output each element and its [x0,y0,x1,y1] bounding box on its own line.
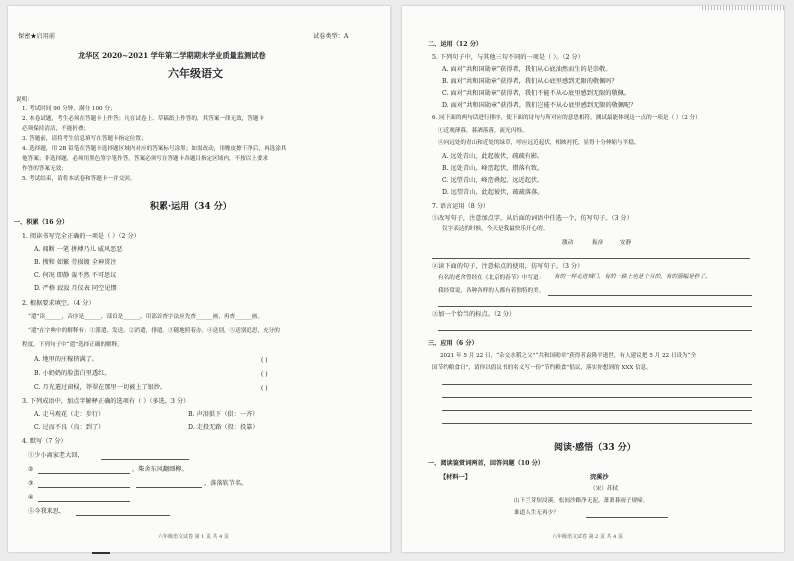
answer-line[interactable] [442,397,752,398]
question-5: 5. 下列句子中，与其他三句不同的一项是（ ）。（2 分） [432,54,584,61]
q1-option: B. 搜和 如繁 劳损镀 全神贯注 [34,259,117,266]
q2-line: “遣”读______，音序是______，部首是______，用部首查字法应先查______画，再查______画。 [28,314,264,320]
answer-line[interactable] [438,330,752,331]
answer-line[interactable] [438,306,752,307]
q6-option: D. 远望青山，此起彼伏，疏疏落落。 [442,189,544,196]
note-line: 作答的答案无效； [22,166,67,172]
q1-option: A. 闻断 一笔 拼搏乃儿 威风恶恶 [34,246,123,253]
poem-line: 山下兰芽短浸溪，松间沙路净无泥。萧萧暮雨子规啼。 [514,498,649,504]
fill-blank[interactable] [76,515,170,516]
q7b-example: 有名的老舍曾经在《北京的春节》中写道： [438,275,545,281]
note-line: 必须保持清洁，不能折叠； [22,126,90,132]
word-choice: 激动 [562,240,574,246]
q1-option: D. 严格 寂寂 月仪表 同空见惯 [34,285,117,292]
page-footer: 六年级语文试卷 第 1 页 共 4 页 [158,534,229,540]
question-1: 1. 阅读书写完全正确的一项是（ ）（2 分） [22,233,140,240]
answer-line[interactable] [548,295,752,296]
exam-subtitle: 六年级语文 [168,67,223,80]
q5-option: B. 面对“共和国勋章”获得者，我们从心底里感到无限的敬佩吗？ [442,78,618,85]
q6-option: C. 远望青山，峰峦叠起，远近起伏。 [442,177,544,184]
q2-line: 程度。下列句子中“遣”选择正确的解释。 [22,342,123,348]
app-text: 2021 年 5 月 22 日，“杂交水稻之父”“共和国勋章”获得者袁隆平逝世，有人建议把 5 月 22 日设为“全 [440,353,697,359]
exam-type-label: 试卷类型：A [313,33,349,40]
answer-line[interactable] [442,423,752,424]
note-line: 5. 考试结束，请将本试卷和答题卡一并交回。 [22,176,136,182]
answer-line[interactable] [442,410,752,411]
question-3: 3. 下列成语中，加点字解释正确的选项有（ ）（多选，3 分） [22,398,190,405]
notes-label: 说明： [16,97,33,103]
answer-blank[interactable]: ( ) [261,371,268,378]
note-line: 2. 本卷试题，考生必须在答题卡上作答；凡在试卷上、草稿纸上作答的，其答案一律无效，答题卡 [22,116,265,122]
q1-option: C. 何况 即静 轰不然 不可思议 [34,272,117,279]
q3-option: B. 声泪俱下（俱：一齐） [188,411,259,418]
q2-item: C. 月光遣过窗棂，莽翠在那里一切被上了银纱。 [34,384,167,391]
page-edge [390,6,392,552]
question-7: 7. 语言运用（8 分） [432,203,490,210]
q5-option: C. 面对“共和国勋章”获得者，我们不能不从心底里感到无限的敬佩。 [442,90,631,97]
answer-blank[interactable]: ( ) [261,385,268,392]
poem-author: （宋）苏轼 [590,486,618,492]
note-line: 1. 考试时间 90 分钟，满分 100 分； [22,106,116,112]
part1-heading: 一、积累（16 分） [14,219,69,226]
scan-border [702,6,784,10]
q7a-example: 仅字表达的时候，今天是我最快乐开心的。 [442,226,549,232]
fill-blank[interactable] [38,473,130,474]
section-title-accumulation: 积累·运用（34 分） [150,202,232,212]
handwritten-text: 有的一样走进城门，有的一路上也是个月的，有的画幅是秒了。 [554,274,711,280]
poem-line: 谁道人生无再少？ [514,510,559,516]
part3-heading: 三、应用（6 分） [428,340,478,347]
confidential-label: 保密★启用前 [18,33,56,40]
q7a-prompt: ①改写句子，注意加点字，从后面的词语中任选一个，仿写句子。（3 分） [432,215,633,222]
fill-blank[interactable] [38,487,130,488]
q7b-prompt: ②读下面的句子，注意标点的使用，仿写句子。（3 分） [432,263,584,270]
part2-heading: 二、运用（12 分） [428,41,483,48]
q6-option: B. 远处青山，峰峦起伏，错落有致。 [442,165,544,172]
material-label: 【材料一】 [440,474,471,481]
q7b-line: 我经常说，各种各样的人都有着独特的美。 [438,288,545,294]
question-6: 6. 同下面的两句话进行排序，使下面的诗句与所对应的意思相符，测试最能体现这一点的一项是（ ）（2 分） [432,115,701,121]
exam-page-left [8,6,390,552]
q6-line: ①近观薄暮，暮洒落落，流光闪烁。 [438,128,528,134]
q2-item: B. 小奶奶的脸蛋白里透红。 [34,370,111,377]
q2-line: “遣”在字典中的解释有：①派遣，发送。②消遣，排遣。③随地照着办。④送别，⑤送别追思，充分的 [28,328,280,334]
word-choice: 安静 [620,240,632,246]
scan-mark [92,552,110,554]
q4-item: ③ [28,480,34,487]
section-title-reading: 阅读·感悟（33 分） [554,443,636,453]
answer-line[interactable] [442,384,752,385]
part4-heading: 一、阅读鉴赏词两首，回答问题（10 分） [428,460,544,467]
q5-option: A. 面对“共和国勋章”获得者，我们从心底油然而生的是崇敬。 [442,66,612,73]
exam-title: 龙华区 2020~2021 学年第二学期期末学业质量监测试卷 [78,51,266,60]
fill-blank[interactable] [38,501,130,502]
q4-item: ①少小离家老大回， [28,452,84,459]
q4-fill: ，柴舍东风翻细柳。 [132,466,188,473]
q2-item: A. 地里的庄稼挤满了。 [34,356,99,363]
exam-page-right [402,6,784,552]
answer-line[interactable] [432,258,750,259]
answer-blank[interactable]: ( ) [261,357,268,364]
word-choice: 振奋 [592,240,604,246]
q3-option: A. 走马观花（走：步行） [34,411,105,418]
fill-blank[interactable] [136,487,202,488]
question-2: 2. 根据要求填空。（4 分） [22,300,95,307]
fill-blank[interactable] [586,517,668,518]
q5-option: D. 面对“共和国勋章”获得者，我们岂能不从心底里感到无限的敬佩呢？ [442,102,637,109]
q6-line: ④向远处的青山和近处的绿草，呼应远近起伏，相映衬托，显得十分伸缩与平稳。 [438,140,640,146]
poem-title: 浣溪沙 [590,474,609,481]
fill-blank[interactable] [101,459,189,460]
q3-option: D. 走投无路（投：投靠） [188,424,259,431]
q4-item: ④ [28,494,34,501]
note-line: 他答案；非选择题，必须用黑色签字笔作答，答案必须写在答题卡各题目指定区域内，不按以上要求 [22,156,269,162]
note-line: 4. 选择题，用 2B 铅笔在答题卡选择题区域内对应的答案标号涂黑；如需改动，用橡皮擦干净后，再选涂其 [22,146,287,152]
q7c-prompt: ③加一个恰当的标点。（2 分） [432,311,516,318]
q4-fill: ，落落软节名。 [204,480,248,487]
q4-item: ② [28,466,34,473]
q4-item: ⑤今我来思， [28,508,66,515]
page-footer: 六年级语文试卷 第 2 页 共 4 页 [552,534,623,540]
app-text: 国节约粮食日”，请你以倡议书的名义写一份“节约粮食”倡议，落实你想到的 XXX 信息。 [432,365,652,371]
q6-option: A. 远处青山，此起彼伏，疏疏有影。 [442,153,544,160]
q3-option: C. 过而不良（良：到了） [34,424,105,431]
note-line: 3. 答题前，请将考生信息填写在答题卡指定位置； [22,136,147,142]
question-4: 4. 默写（7 分） [22,438,67,445]
